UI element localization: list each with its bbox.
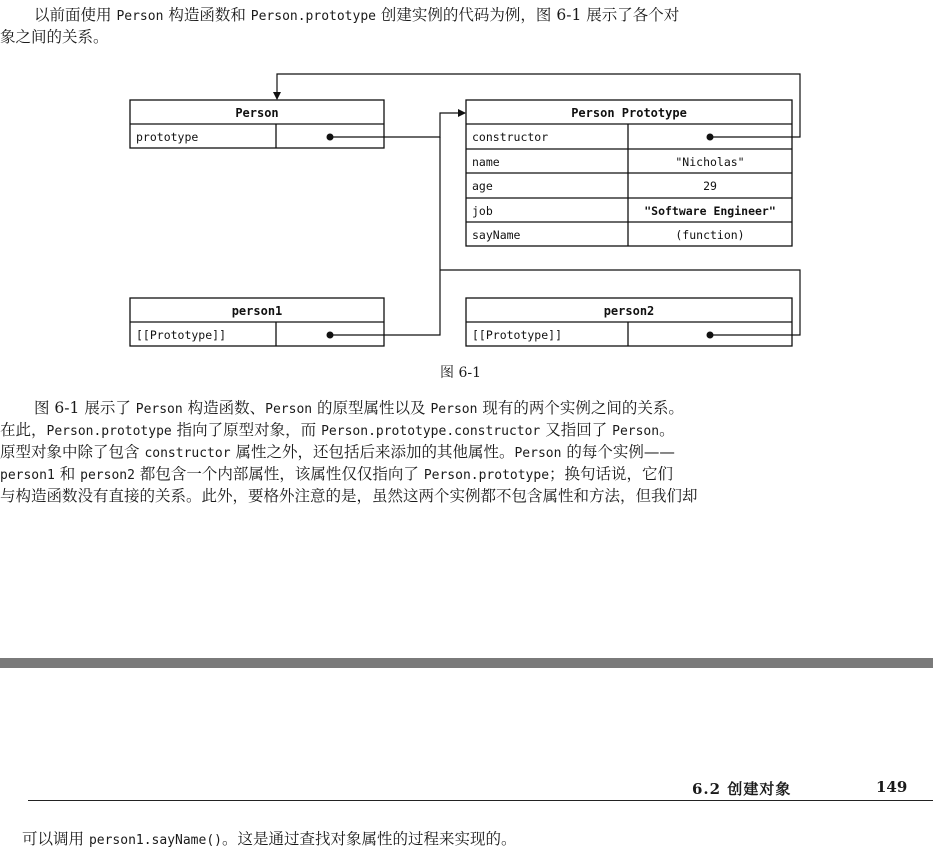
body-paragraph: [0, 397, 930, 507]
prototype-row-label: sayName: [472, 228, 521, 242]
person2-box: [466, 298, 792, 346]
prototype-row-label: constructor: [472, 130, 549, 144]
prototype-arrow: [330, 113, 465, 137]
prototype-row-label: name: [472, 155, 500, 169]
person-box-title: Person: [235, 106, 279, 120]
prototype-box: [466, 100, 792, 246]
bottom-line-1: 可以调用 person1.sayName()。这是通过查找对象属性的过程来实现的。: [22, 830, 517, 848]
person1-prototype-label: [[Prototype]]: [136, 328, 227, 342]
person1-prototype-arrow: [330, 137, 440, 335]
page-divider-bar: [0, 658, 933, 668]
prototype-row-value: 29: [703, 179, 717, 193]
body-line-4: person1 和 person2 都包含一个内部属性，该属性仅仅指向了 Person.prototype；换句话说，它们: [0, 465, 674, 483]
running-header-section: 6.2 创建对象: [692, 780, 792, 798]
prototype-row-label: job: [472, 204, 493, 218]
prototype-row-value: "Software Engineer": [644, 204, 776, 218]
constructor-arrow: [277, 74, 800, 137]
intro-line-2: 象之间的关系。: [0, 28, 109, 46]
header-rule: [28, 800, 933, 801]
prototype-row-value: "Nicholas": [675, 155, 745, 169]
running-header: [0, 778, 933, 802]
person-prototype-label: prototype: [136, 130, 199, 144]
person1-box: [130, 298, 384, 346]
body-line-5: 与构造函数没有直接的关系。此外，要格外注意的是，虽然这两个实例都不包含属性和方法，但我们却: [0, 487, 698, 505]
bottom-paragraph: [22, 828, 933, 850]
person2-prototype-arrow: [440, 270, 800, 335]
person2-box-title: person2: [603, 304, 655, 318]
person-box: [130, 100, 384, 148]
person1-box-title: person1: [231, 304, 283, 318]
person2-prototype-label: [[Prototype]]: [472, 328, 563, 342]
body-line-1: 图 6-1 展示了 Person 构造函数、Person 的原型属性以及 Person 现有的两个实例之间的关系。: [34, 399, 684, 417]
body-line-3: 原型对象中除了包含 constructor 属性之外，还包括后来添加的其他属性。Person 的每个实例——: [0, 443, 675, 461]
prototype-row-label: age: [472, 179, 493, 193]
prototype-box-title: Person Prototype: [571, 106, 687, 120]
figure-caption: 图 6-1: [440, 365, 481, 381]
intro-line-1: 以前面使用 Person 构造函数和 Person.prototype 创建实例的代码为例，图 6-1 展示了各个对: [34, 6, 680, 24]
body-line-2: 在此，Person.prototype 指向了原型对象，而 Person.prototype.constructor 又指回了 Person。: [0, 421, 675, 439]
prototype-diagram: [0, 0, 933, 400]
prototype-row-value: (function): [675, 228, 745, 242]
page-number: 149: [876, 778, 908, 796]
